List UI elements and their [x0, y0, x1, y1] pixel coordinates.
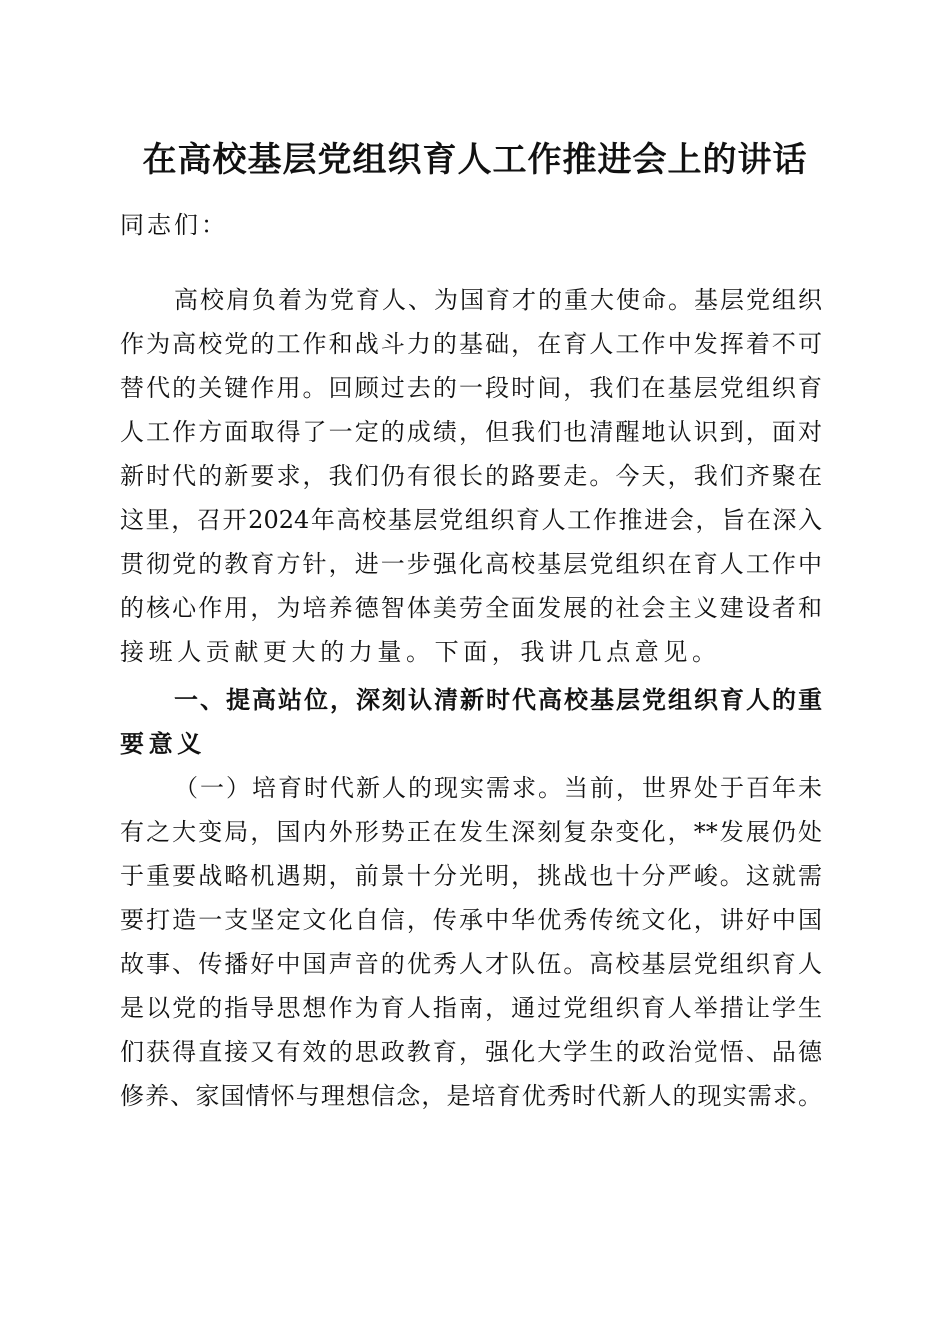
text-line: 要打造一支坚定文化自信，传承中华优秀传统文化，讲好中国 — [120, 906, 822, 934]
greeting: 同志们： — [120, 211, 228, 239]
text-line: 要意义 — [120, 729, 206, 758]
text-line: 是以党的指导思想作为育人指南，通过党组织育人举措让学生 — [120, 994, 822, 1022]
text-line: 贯彻党的教育方针，进一步强化高校基层党组织在育人工作中 — [120, 550, 822, 578]
text-line: 人工作方面取得了一定的成绩，但我们也清醒地认识到，面对 — [120, 418, 822, 446]
text-line: （一）培育时代新人的现实需求。当前，世界处于百年未 — [174, 774, 822, 802]
text-line: 新时代的新要求，我们仍有很长的路要走。今天，我们齐聚在 — [120, 462, 822, 490]
document-title: 在高校基层党组织育人工作推进会上的讲话 — [142, 140, 808, 180]
text-line: 修养、家国情怀与理想信念，是培育优秀时代新人的现实需求。 — [120, 1082, 822, 1110]
text-line: 故事、传播好中国声音的优秀人才队伍。高校基层党组织育人 — [120, 950, 822, 978]
paragraph — [120, 766, 822, 1118]
paragraph — [120, 278, 822, 674]
text-line: 有之大变局，国内外形势正在发生深刻复杂变化，**发展仍处 — [120, 818, 822, 846]
text-line: 高校肩负着为党育人、为国育才的重大使命。基层党组织 — [174, 286, 822, 314]
text-line: 作为高校党的工作和战斗力的基础，在育人工作中发挥着不可 — [120, 330, 822, 358]
text-line: 们获得直接又有效的思政教育，强化大学生的政治觉悟、品德 — [120, 1038, 822, 1066]
text-line: 这里，召开2024年高校基层党组织育人工作推进会，旨在深入 — [120, 506, 822, 534]
text-line: 替代的关键作用。回顾过去的一段时间，我们在基层党组织育 — [120, 374, 822, 402]
text-line: 一、提高站位，深刻认清新时代高校基层党组织育人的重 — [174, 685, 822, 714]
document-body — [120, 278, 822, 1118]
section-heading — [120, 678, 822, 766]
text-line: 的核心作用，为培养德智体美劳全面发展的社会主义建设者和 — [120, 594, 822, 622]
text-line: 接班人贡献更大的力量。下面，我讲几点意见。 — [120, 638, 721, 666]
text-line: 于重要战略机遇期，前景十分光明，挑战也十分严峻。这就需 — [120, 862, 822, 890]
